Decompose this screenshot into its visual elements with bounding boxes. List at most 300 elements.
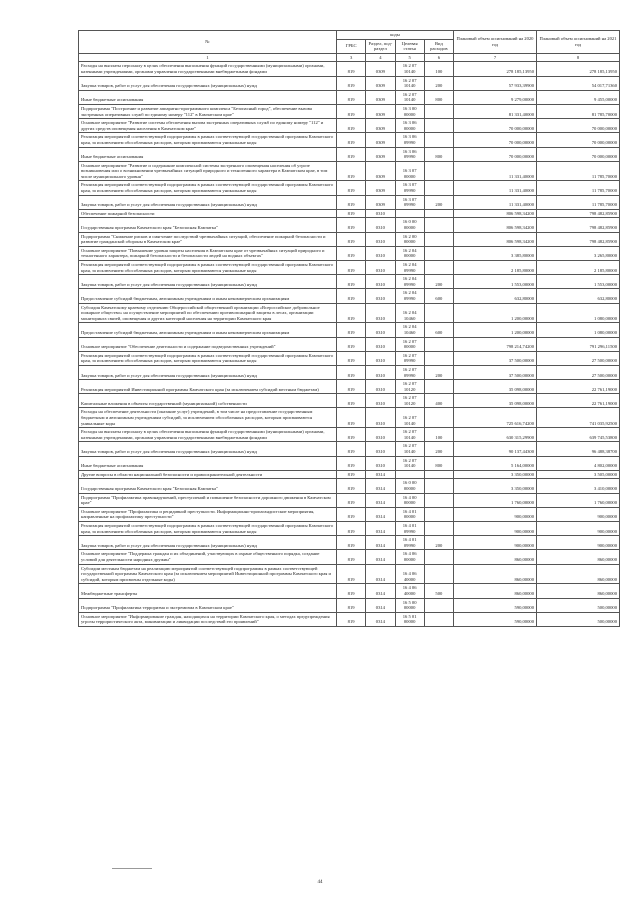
row-name-cell: Предоставление субсидий бюджетным, автономным учреждениям и иным некоммерческим организациям bbox=[79, 323, 337, 337]
row-target-article-cell: 16 2 07 10140 bbox=[395, 428, 424, 442]
table-row bbox=[79, 209, 620, 218]
row-name-cell: Другие вопросы в области национальной безопасности и правоохранительной деятельности bbox=[79, 470, 337, 479]
row-name-cell: Реализация мероприятий соответствующей подпрограммы в рамках соответствующей государственной программы Камчатского края, за исключением обособленных расходов, которым присваиваются уникальные коды bbox=[79, 521, 337, 535]
row-target-article-cell: 16 2 07 10120 bbox=[395, 394, 424, 408]
row-target-article-cell: 16 2 04 09990 bbox=[395, 289, 424, 303]
row-name-cell: Закупка товаров, работ и услуг для обеспечения государственных (муниципальных) нужд bbox=[79, 195, 337, 209]
row-target-article-cell: 16 3 07 09990 bbox=[395, 181, 424, 195]
row-name-cell: Иные бюджетные ассигнования bbox=[79, 90, 337, 104]
row-section-cell: 0309 bbox=[366, 195, 395, 209]
header-grbs: ГРБС bbox=[337, 39, 366, 53]
row-expense-type-cell bbox=[424, 521, 453, 535]
row-name-cell: Межбюджетные трансферты bbox=[79, 584, 337, 598]
row-expense-type-cell: 400 bbox=[424, 394, 453, 408]
row-name-cell: Закупка товаров, работ и услуг для обеспечения государственных (муниципальных) нужд bbox=[79, 275, 337, 289]
row-grbs-cell: 819 bbox=[337, 275, 366, 289]
row-amount-2020-cell: 70 000,00000 bbox=[454, 119, 537, 133]
row-amount-2021-cell: 2 185,80000 bbox=[537, 261, 620, 275]
row-section-cell: 0310 bbox=[366, 442, 395, 456]
row-amount-2020-cell: 632,80000 bbox=[454, 289, 537, 303]
table-row bbox=[79, 550, 620, 564]
table-row bbox=[79, 323, 620, 337]
row-expense-type-cell bbox=[424, 261, 453, 275]
table-row bbox=[79, 62, 620, 76]
row-amount-2021-cell: 4 802,00000 bbox=[537, 456, 620, 470]
row-target-article-cell: 16 4 00 00000 bbox=[395, 493, 424, 507]
row-expense-type-cell: 200 bbox=[424, 76, 453, 90]
row-section-cell: 0310 bbox=[366, 289, 395, 303]
column-number: 8 bbox=[537, 53, 620, 62]
row-grbs-cell: 819 bbox=[337, 442, 366, 456]
row-target-article-cell: 16 0 00 00000 bbox=[395, 479, 424, 493]
row-amount-2021-cell: 500,00000 bbox=[537, 598, 620, 612]
row-expense-type-cell bbox=[424, 507, 453, 521]
row-amount-2020-cell: 57 933,39900 bbox=[454, 76, 537, 90]
row-target-article-cell: 16 4 01 00000 bbox=[395, 507, 424, 521]
row-target-article-cell: 16 2 04 09990 bbox=[395, 275, 424, 289]
row-grbs-cell: 819 bbox=[337, 479, 366, 493]
row-name-cell: Реализация мероприятий соответствующей подпрограммы в рамках соответствующей государственной программы Камчатского края, за исключением обособленных расходов, которым присваиваются уникальные коды bbox=[79, 351, 337, 365]
table-row bbox=[79, 246, 620, 260]
row-amount-2021-cell: 3 505,00000 bbox=[537, 470, 620, 479]
row-amount-2020-cell: 806 598,34200 bbox=[454, 218, 537, 232]
row-amount-2020-cell: 900,00000 bbox=[454, 521, 537, 535]
header-codes: коды bbox=[337, 31, 454, 40]
row-amount-2020-cell: 860,00000 bbox=[454, 584, 537, 598]
row-name-cell: Реализация мероприятий соответствующей подпрограммы в рамках соответствующей государственной программы Камчатского края, за исключением обособленных расходов, которым присваиваются уникальные коды bbox=[79, 133, 337, 147]
row-amount-2021-cell: 1 553,00000 bbox=[537, 275, 620, 289]
row-amount-2021-cell: 798 482,85900 bbox=[537, 209, 620, 218]
row-target-article-cell: 16 4 06 00000 bbox=[395, 550, 424, 564]
row-amount-2021-cell: 860,00000 bbox=[537, 564, 620, 584]
table-row bbox=[79, 195, 620, 209]
row-amount-2021-cell: 632,80000 bbox=[537, 289, 620, 303]
row-name-cell: Обеспечение пожарной безопасности bbox=[79, 209, 337, 218]
row-amount-2020-cell: 1 200,00000 bbox=[454, 323, 537, 337]
row-section-cell: 0309 bbox=[366, 161, 395, 181]
row-name-cell: Иные бюджетные ассигнования bbox=[79, 147, 337, 161]
column-number: 4 bbox=[366, 53, 395, 62]
row-grbs-cell: 819 bbox=[337, 62, 366, 76]
row-target-article-cell: 16 5 00 00000 bbox=[395, 598, 424, 612]
table-row bbox=[79, 218, 620, 232]
row-amount-2021-cell: 9 455,00000 bbox=[537, 90, 620, 104]
row-section-cell: 0310 bbox=[366, 218, 395, 232]
row-section-cell: 0314 bbox=[366, 507, 395, 521]
row-target-article-cell bbox=[395, 470, 424, 479]
row-amount-2020-cell: 900,00000 bbox=[454, 507, 537, 521]
row-name-cell: Государственная программа Камчатского края "Безопасная Камчатка" bbox=[79, 218, 337, 232]
column-number: 6 bbox=[424, 53, 453, 62]
row-amount-2021-cell: 22 761,19000 bbox=[537, 394, 620, 408]
table-row bbox=[79, 598, 620, 612]
header-row-top bbox=[79, 31, 620, 40]
header-target-article: Целевая статья bbox=[395, 39, 424, 53]
table-row bbox=[79, 337, 620, 351]
row-section-cell: 0310 bbox=[366, 380, 395, 394]
row-target-article-cell: 16 3 07 09990 bbox=[395, 195, 424, 209]
row-target-article-cell: 16 0 00 00000 bbox=[395, 218, 424, 232]
row-target-article-cell: 16 2 07 10120 bbox=[395, 380, 424, 394]
row-grbs-cell: 819 bbox=[337, 104, 366, 118]
row-amount-2020-cell: 9 279,00000 bbox=[454, 90, 537, 104]
row-amount-2020-cell: 630 315,29900 bbox=[454, 428, 537, 442]
row-name-cell: Реализация мероприятий соответствующей подпрограммы в рамках соответствующей государственной программы Камчатского края, за исключением обособленных расходов, которым присваиваются уникальные коды bbox=[79, 261, 337, 275]
row-amount-2020-cell: 278 185,13950 bbox=[454, 62, 537, 76]
table-row bbox=[79, 507, 620, 521]
row-grbs-cell: 819 bbox=[337, 536, 366, 550]
row-section-cell: 0314 bbox=[366, 470, 395, 479]
row-name-cell: Основное мероприятие "Развитие системы обеспечения вызова экстренных оперативных служб по единому номеру "112" и других средств оповещения населения в Камчатском крае" bbox=[79, 119, 337, 133]
row-amount-2021-cell: 11 785,70000 bbox=[537, 161, 620, 181]
row-target-article-cell: 16 2 00 00000 bbox=[395, 232, 424, 246]
row-target-article-cell: 16 2 07 10140 bbox=[395, 62, 424, 76]
row-name-cell: Основное мероприятие "Повышение уровня защиты населения в Камчатском крае от чрезвычайных ситуаций природного и техногенного характера, пожарной безопасности и безопасности людей на водных объектах" bbox=[79, 246, 337, 260]
row-target-article-cell: 16 2 07 09990 bbox=[395, 365, 424, 379]
row-target-article-cell: 16 4 06 40000 bbox=[395, 584, 424, 598]
row-target-article-cell: 16 2 07 09990 bbox=[395, 351, 424, 365]
row-amount-2020-cell: 11 331,40000 bbox=[454, 181, 537, 195]
row-expense-type-cell bbox=[424, 119, 453, 133]
row-section-cell: 0310 bbox=[366, 209, 395, 218]
table-row bbox=[79, 303, 620, 323]
row-grbs-cell: 819 bbox=[337, 507, 366, 521]
row-name-cell: Закупка товаров, работ и услуг для обеспечения государственных (муниципальных) нужд bbox=[79, 365, 337, 379]
row-section-cell: 0310 bbox=[366, 275, 395, 289]
row-name-cell: Иные бюджетные ассигнования bbox=[79, 456, 337, 470]
row-amount-2020-cell: 806 598,34200 bbox=[454, 232, 537, 246]
row-amount-2021-cell: 70 000,00000 bbox=[537, 147, 620, 161]
row-target-article-cell: 16 2 04 10460 bbox=[395, 323, 424, 337]
table-row bbox=[79, 147, 620, 161]
table-row bbox=[79, 289, 620, 303]
row-amount-2021-cell: 81 785,70000 bbox=[537, 104, 620, 118]
header-year-2021: Плановый объем ассигнований на 2021 год bbox=[537, 31, 620, 54]
header-year-2020: Плановый объем ассигнований на 2020 год bbox=[454, 31, 537, 54]
row-amount-2020-cell: 860,00000 bbox=[454, 564, 537, 584]
row-grbs-cell: 819 bbox=[337, 232, 366, 246]
row-section-cell: 0309 bbox=[366, 147, 395, 161]
row-target-article-cell: 16 5 01 00000 bbox=[395, 612, 424, 626]
row-amount-2020-cell: 70 000,00000 bbox=[454, 147, 537, 161]
row-expense-type-cell bbox=[424, 612, 453, 626]
table-row bbox=[79, 133, 620, 147]
row-amount-2021-cell: 741 035,92500 bbox=[537, 408, 620, 428]
row-target-article-cell: 16 2 04 10460 bbox=[395, 303, 424, 323]
table-body bbox=[79, 62, 620, 627]
row-name-cell: Основное мероприятие "Информирование граждан, находящихся на территории Камчатского края, о методах предупреждения угрозы террористического акта, минимизации и ликвидации последствий его проявлений" bbox=[79, 612, 337, 626]
row-section-cell: 0314 bbox=[366, 598, 395, 612]
row-expense-type-cell bbox=[424, 408, 453, 428]
row-expense-type-cell bbox=[424, 232, 453, 246]
row-target-article-cell: 16 2 07 10140 bbox=[395, 456, 424, 470]
row-target-article-cell: 16 3 07 00000 bbox=[395, 161, 424, 181]
row-amount-2020-cell: 1 553,00000 bbox=[454, 275, 537, 289]
row-expense-type-cell: 200 bbox=[424, 195, 453, 209]
table-row bbox=[79, 470, 620, 479]
row-section-cell: 0309 bbox=[366, 90, 395, 104]
row-grbs-cell: 819 bbox=[337, 261, 366, 275]
row-amount-2020-cell: 37 500,00000 bbox=[454, 351, 537, 365]
row-expense-type-cell bbox=[424, 351, 453, 365]
table-row bbox=[79, 90, 620, 104]
table-row bbox=[79, 521, 620, 535]
row-amount-2020-cell: 37 500,00000 bbox=[454, 365, 537, 379]
table-row bbox=[79, 408, 620, 428]
row-amount-2020-cell: 90 137,44300 bbox=[454, 442, 537, 456]
row-amount-2021-cell: 798 482,85900 bbox=[537, 232, 620, 246]
row-section-cell: 0314 bbox=[366, 612, 395, 626]
row-section-cell: 0309 bbox=[366, 62, 395, 76]
row-section-cell: 0310 bbox=[366, 323, 395, 337]
table-row bbox=[79, 584, 620, 598]
row-name-cell: Расходы на выплаты персоналу в целях обеспечения выполнения функций государственными (муниципальными) органами, казенными учреждениями, органами управления государственными внебюджетными фондами bbox=[79, 428, 337, 442]
row-section-cell: 0310 bbox=[366, 303, 395, 323]
row-grbs-cell: 819 bbox=[337, 493, 366, 507]
row-section-cell: 0314 bbox=[366, 493, 395, 507]
row-grbs-cell: 819 bbox=[337, 323, 366, 337]
row-section-cell: 0314 bbox=[366, 479, 395, 493]
row-amount-2020-cell: 35 098,00000 bbox=[454, 394, 537, 408]
row-target-article-cell: 16 3 00 00000 bbox=[395, 104, 424, 118]
row-name-cell: Субсидия Камчатскому краевому отделению Общероссийской общественной организации «Всероссийское добровольное пожарное общество» на осуществление мероприятий по обеспечению противопожарной защиты в лесах, организации мониторинга связей, оповещения и других категорий населения на территории Камчатского края bbox=[79, 303, 337, 323]
row-target-article-cell: 16 3 06 00000 bbox=[395, 119, 424, 133]
row-amount-2020-cell: 806 598,34200 bbox=[454, 209, 537, 218]
row-expense-type-cell bbox=[424, 598, 453, 612]
row-grbs-cell: 819 bbox=[337, 119, 366, 133]
row-grbs-cell: 819 bbox=[337, 470, 366, 479]
row-section-cell: 0314 bbox=[366, 536, 395, 550]
row-amount-2020-cell: 798 214,74200 bbox=[454, 337, 537, 351]
row-grbs-cell: 819 bbox=[337, 521, 366, 535]
row-grbs-cell: 819 bbox=[337, 408, 366, 428]
table-row bbox=[79, 564, 620, 584]
row-grbs-cell: 819 bbox=[337, 90, 366, 104]
row-name-cell: Подпрограмма "Построение и развитие аппаратно-программного комплекса "Безопасный город", обеспечение вызова экстренных оперативных служб по единому номеру "112" в Камчатском крае" bbox=[79, 104, 337, 118]
row-amount-2021-cell: 500,00000 bbox=[537, 612, 620, 626]
row-target-article-cell: 16 2 04 09990 bbox=[395, 261, 424, 275]
row-amount-2021-cell: 860,00000 bbox=[537, 550, 620, 564]
row-expense-type-cell bbox=[424, 246, 453, 260]
row-target-article-cell: 16 4 06 40000 bbox=[395, 564, 424, 584]
row-expense-type-cell bbox=[424, 470, 453, 479]
row-expense-type-cell: 800 bbox=[424, 456, 453, 470]
row-expense-type-cell bbox=[424, 218, 453, 232]
row-amount-2021-cell: 96 488,38700 bbox=[537, 442, 620, 456]
row-expense-type-cell bbox=[424, 209, 453, 218]
table-row bbox=[79, 232, 620, 246]
header-expense-type: Вид расходов bbox=[424, 39, 453, 53]
row-section-cell: 0314 bbox=[366, 584, 395, 598]
row-target-article-cell: 16 4 01 09990 bbox=[395, 521, 424, 535]
row-expense-type-cell bbox=[424, 161, 453, 181]
scan-mark bbox=[112, 868, 152, 869]
row-grbs-cell: 819 bbox=[337, 161, 366, 181]
table-row bbox=[79, 394, 620, 408]
row-target-article-cell bbox=[395, 209, 424, 218]
row-amount-2020-cell: 70 000,00000 bbox=[454, 133, 537, 147]
row-expense-type-cell bbox=[424, 550, 453, 564]
budget-table bbox=[78, 30, 620, 627]
row-section-cell: 0310 bbox=[366, 428, 395, 442]
row-section-cell: 0310 bbox=[366, 394, 395, 408]
table-row bbox=[79, 119, 620, 133]
row-amount-2020-cell: 2 185,80000 bbox=[454, 261, 537, 275]
row-grbs-cell: 819 bbox=[337, 598, 366, 612]
row-expense-type-cell: 100 bbox=[424, 428, 453, 442]
row-grbs-cell: 819 bbox=[337, 181, 366, 195]
row-amount-2020-cell: 81 331,40000 bbox=[454, 104, 537, 118]
row-expense-type-cell: 200 bbox=[424, 365, 453, 379]
row-grbs-cell: 819 bbox=[337, 289, 366, 303]
row-section-cell: 0310 bbox=[366, 246, 395, 260]
row-section-cell: 0310 bbox=[366, 232, 395, 246]
row-expense-type-cell: 800 bbox=[424, 90, 453, 104]
row-name-cell: Государственная программа Камчатского края "Безопасная Камчатка" bbox=[79, 479, 337, 493]
row-grbs-cell: 819 bbox=[337, 218, 366, 232]
row-name-cell: Реализация мероприятий соответствующей подпрограммы в рамках соответствующей государственной программы Камчатского края, за исключением обособленных расходов, которым присваиваются уникальные коды bbox=[79, 181, 337, 195]
row-grbs-cell: 819 bbox=[337, 147, 366, 161]
row-target-article-cell: 16 2 07 10140 bbox=[395, 442, 424, 456]
row-expense-type-cell bbox=[424, 104, 453, 118]
table-row bbox=[79, 76, 620, 90]
row-section-cell: 0309 bbox=[366, 133, 395, 147]
row-expense-type-cell: 600 bbox=[424, 323, 453, 337]
row-expense-type-cell bbox=[424, 479, 453, 493]
row-section-cell: 0310 bbox=[366, 351, 395, 365]
row-amount-2020-cell: 900,00000 bbox=[454, 536, 537, 550]
row-amount-2020-cell: 11 331,40000 bbox=[454, 161, 537, 181]
table-row bbox=[79, 428, 620, 442]
row-amount-2021-cell: 54 017,71360 bbox=[537, 76, 620, 90]
row-grbs-cell: 819 bbox=[337, 133, 366, 147]
row-expense-type-cell bbox=[424, 303, 453, 323]
row-grbs-cell: 819 bbox=[337, 550, 366, 564]
row-amount-2021-cell: 860,00000 bbox=[537, 584, 620, 598]
budget-sheet bbox=[78, 30, 620, 627]
row-section-cell: 0310 bbox=[366, 337, 395, 351]
row-expense-type-cell bbox=[424, 181, 453, 195]
table-row bbox=[79, 456, 620, 470]
row-amount-2020-cell: 1 200,00000 bbox=[454, 303, 537, 323]
row-amount-2021-cell: 791 296,11500 bbox=[537, 337, 620, 351]
table-row bbox=[79, 104, 620, 118]
row-target-article-cell: 16 2 07 10140 bbox=[395, 76, 424, 90]
row-section-cell: 0309 bbox=[366, 181, 395, 195]
row-expense-type-cell bbox=[424, 133, 453, 147]
row-expense-type-cell bbox=[424, 337, 453, 351]
header-number: № bbox=[79, 31, 337, 54]
table-row bbox=[79, 536, 620, 550]
row-grbs-cell: 819 bbox=[337, 394, 366, 408]
row-grbs-cell: 819 bbox=[337, 195, 366, 209]
row-name-cell: Подпрограмма "Профилактика правонарушений, преступлений и повышение безопасности дорожного движения в Камчатском крае" bbox=[79, 493, 337, 507]
row-section-cell: 0310 bbox=[366, 365, 395, 379]
row-grbs-cell: 819 bbox=[337, 612, 366, 626]
table-row bbox=[79, 351, 620, 365]
table-row bbox=[79, 161, 620, 181]
row-target-article-cell: 16 3 06 09990 bbox=[395, 133, 424, 147]
row-target-article-cell: 16 4 01 09990 bbox=[395, 536, 424, 550]
row-expense-type-cell bbox=[424, 380, 453, 394]
row-amount-2021-cell: 900,00000 bbox=[537, 521, 620, 535]
row-name-cell: Расходы на обеспечение деятельности (оказание услуг) учреждений, в том числе на предоставление государственным бюджетным и автономным учреждениям субсидий, за исключением обособленных расходов, которым присваиваются уникальные коды bbox=[79, 408, 337, 428]
row-name-cell: Реализация мероприятий Инвестиционной программы Камчатского края (за исключением субсидий местным бюджетам) bbox=[79, 380, 337, 394]
row-amount-2021-cell: 639 745,53800 bbox=[537, 428, 620, 442]
row-amount-2020-cell: 35 098,00000 bbox=[454, 380, 537, 394]
column-number: 7 bbox=[454, 53, 537, 62]
row-grbs-cell: 819 bbox=[337, 584, 366, 598]
row-grbs-cell: 819 bbox=[337, 209, 366, 218]
row-grbs-cell: 819 bbox=[337, 380, 366, 394]
row-amount-2021-cell: 278 185,13950 bbox=[537, 62, 620, 76]
table-row bbox=[79, 181, 620, 195]
row-section-cell: 0309 bbox=[366, 76, 395, 90]
row-target-article-cell: 16 3 06 09990 bbox=[395, 147, 424, 161]
row-expense-type-cell: 200 bbox=[424, 275, 453, 289]
row-expense-type-cell: 100 bbox=[424, 62, 453, 76]
row-expense-type-cell bbox=[424, 493, 453, 507]
row-section-cell: 0309 bbox=[366, 119, 395, 133]
row-expense-type-cell bbox=[424, 564, 453, 584]
row-amount-2020-cell: 860,00000 bbox=[454, 550, 537, 564]
row-amount-2021-cell: 11 785,70000 bbox=[537, 195, 620, 209]
row-amount-2021-cell: 27 500,00000 bbox=[537, 351, 620, 365]
row-name-cell: Основное мероприятие "Профилактика и рецидивной преступности. Информационно-пропагандистские мероприятия, направленные на профилактику преступности" bbox=[79, 507, 337, 521]
table-row bbox=[79, 479, 620, 493]
row-grbs-cell: 819 bbox=[337, 246, 366, 260]
row-name-cell: Основное мероприятие "Поддержка граждан и их объединений, участвующих в охране общественного порядка, создание условий для деятельности народных дружин" bbox=[79, 550, 337, 564]
row-section-cell: 0314 bbox=[366, 550, 395, 564]
row-name-cell: Закупка товаров, работ и услуг для обеспечения государственных (муниципальных) нужд bbox=[79, 76, 337, 90]
row-grbs-cell: 819 bbox=[337, 428, 366, 442]
row-target-article-cell: 16 2 04 00000 bbox=[395, 246, 424, 260]
row-section-cell: 0310 bbox=[366, 456, 395, 470]
row-name-cell: Предоставление субсидий бюджетным, автономным учреждениям и иным некоммерческим организациям bbox=[79, 289, 337, 303]
table-row bbox=[79, 365, 620, 379]
row-expense-type-cell: 600 bbox=[424, 289, 453, 303]
row-section-cell: 0314 bbox=[366, 564, 395, 584]
row-amount-2021-cell: 27 500,00000 bbox=[537, 365, 620, 379]
row-amount-2021-cell: 22 761,19000 bbox=[537, 380, 620, 394]
row-grbs-cell: 819 bbox=[337, 76, 366, 90]
row-amount-2020-cell: 3 350,00000 bbox=[454, 479, 537, 493]
row-amount-2020-cell: 590,00000 bbox=[454, 598, 537, 612]
row-amount-2021-cell: 900,00000 bbox=[537, 536, 620, 550]
row-amount-2020-cell: 3 385,80000 bbox=[454, 246, 537, 260]
row-amount-2021-cell: 3 265,80000 bbox=[537, 246, 620, 260]
column-number-row bbox=[79, 53, 620, 62]
row-grbs-cell: 819 bbox=[337, 365, 366, 379]
row-amount-2021-cell: 1 080,00000 bbox=[537, 323, 620, 337]
row-name-cell: Закупка товаров, работ и услуг для обеспечения государственных (муниципальных) нужд bbox=[79, 442, 337, 456]
row-name-cell: Закупка товаров, работ и услуг для обеспечения государственных (муниципальных) нужд bbox=[79, 536, 337, 550]
row-grbs-cell: 819 bbox=[337, 351, 366, 365]
row-grbs-cell: 819 bbox=[337, 564, 366, 584]
header-section: Раздел, под-раздел bbox=[366, 39, 395, 53]
row-grbs-cell: 819 bbox=[337, 337, 366, 351]
table-row bbox=[79, 380, 620, 394]
row-amount-2020-cell: 11 331,40000 bbox=[454, 195, 537, 209]
row-amount-2021-cell: 11 785,70000 bbox=[537, 181, 620, 195]
table-row bbox=[79, 275, 620, 289]
row-amount-2021-cell: 1 760,00000 bbox=[537, 493, 620, 507]
row-name-cell: Расходы на выплаты персоналу в целях обеспечения выполнения функций государственными (муниципальными) органами, казенными учреждениями, органами управления государственными внебюджетными фондами bbox=[79, 62, 337, 76]
row-expense-type-cell: 500 bbox=[424, 584, 453, 598]
row-section-cell: 0309 bbox=[366, 104, 395, 118]
row-amount-2020-cell: 1 760,00000 bbox=[454, 493, 537, 507]
row-amount-2020-cell: 5 164,00000 bbox=[454, 456, 537, 470]
